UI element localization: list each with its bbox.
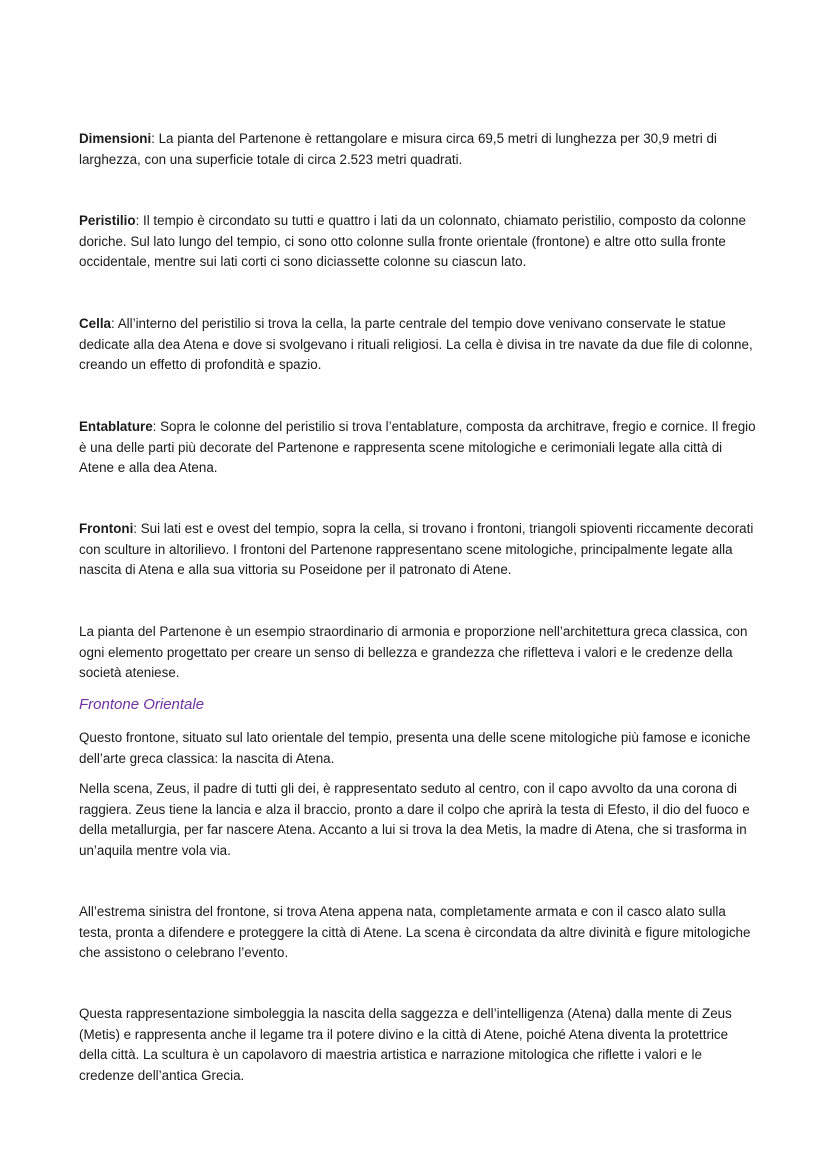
section-term: Frontoni xyxy=(79,521,134,536)
section-entablature xyxy=(79,417,759,479)
paragraph-zeus: Nella scena, Zeus, il padre di tutti gli dei, è rappresentato seduto al centro, con il capo avvolto da una corona di raggiera. Zeus tiene la lancia e alza il braccio, pronto a dare il colpo che aprirà la testa di Efesto, il dio del fuoco e della metallurgia, per far nascere Atena. Accanto a lui si trova la dea Metis, la madre di Atena, che si trasforma in un’aquila mentre vola via. xyxy=(79,781,750,858)
section-term: Entablature xyxy=(79,419,153,434)
paragraph-significato: Questa rappresentazione simboleggia la nascita della saggezza e dell’intelligenza (Atena) dalla mente di Zeus (Metis) e rappresenta anche il legame tra il potere divino e la città di Atene, poiché Atena diventa la protettrice della città. La scultura è un capolavoro di maestria artistica e narrazione mitologica che riflette i valori e le credenze dell’antica Grecia. xyxy=(79,1006,732,1083)
section-text: : Il tempio è circondato su tutti e quattro i lati da un colonnato, chiamato peristilio, composto da colonne doriche. Sul lato lungo del tempio, ci sono otto colonne sulla fronte orientale (frontone) e altre otto sulla fronte occidentale, mentre sui lati corti ci sono diciassette colonne su ciascun lato. xyxy=(79,213,746,270)
paragraph-atena: All’estrema sinistra del frontone, si trova Atena appena nata, completamente armata e con il casco alato sulla testa, pronta a difendere e proteggere la città di Atene. La scena è circondata da altre divinità e figure mitologiche che assistono o celebrano l’evento. xyxy=(79,904,751,961)
section-frontoni xyxy=(79,519,759,581)
section-term: Dimensioni xyxy=(79,131,152,146)
section-term: Cella xyxy=(79,316,112,331)
section-text: : Sui lati est e ovest del tempio, sopra la cella, si trovano i frontoni, triangoli spioventi riccamente decorati con sculture in altorilievo. I frontoni del Partenone rappresentano scene mitologiche, principalmente legate alla nascita di Atena e alla sua vittoria su Poseidone per il patronato di Atene. xyxy=(79,521,754,578)
section-dimensioni xyxy=(79,129,759,170)
section-cella xyxy=(79,314,759,376)
section-text: : La pianta del Partenone è rettangolare e misura circa 69,5 metri di lunghezza per 30,9 metri di larghezza, con una superficie totale di circa 2.523 metri quadrati. xyxy=(79,131,717,167)
subheading-frontone-orientale: Frontone Orientale xyxy=(79,696,205,713)
summary-paragraph: La pianta del Partenone è un esempio straordinario di armonia e proporzione nell’architettura greca classica, con ogni elemento progettato per creare un senso di bellezza e grandezza che rifletteva i valori e le credenze della società ateniese. xyxy=(79,624,748,681)
section-term: Peristilio xyxy=(79,213,136,228)
paragraph-intro: Questo frontone, situato sul lato orientale del tempio, presenta una delle scene mitologiche più famose e iconiche dell’arte greca classica: la nascita di Atena. xyxy=(79,730,751,766)
section-text: : Sopra le colonne del peristilio si trova l’entablature, composta da architrave, fregio e cornice. Il fregio è una delle parti più decorate del Partenone e rappresenta scene mitologiche e cerimoniali legate alla città di Atene e alla dea Atena. xyxy=(79,419,756,476)
section-peristilio xyxy=(79,211,759,273)
section-text: : All’interno del peristilio si trova la cella, la parte centrale del tempio dove venivano conservate le statue dedicate alla dea Atena e dove si svolgevano i rituali religiosi. La cella è divisa in tre navate da due file di colonne, creando un effetto di profondità e spazio. xyxy=(79,316,753,373)
